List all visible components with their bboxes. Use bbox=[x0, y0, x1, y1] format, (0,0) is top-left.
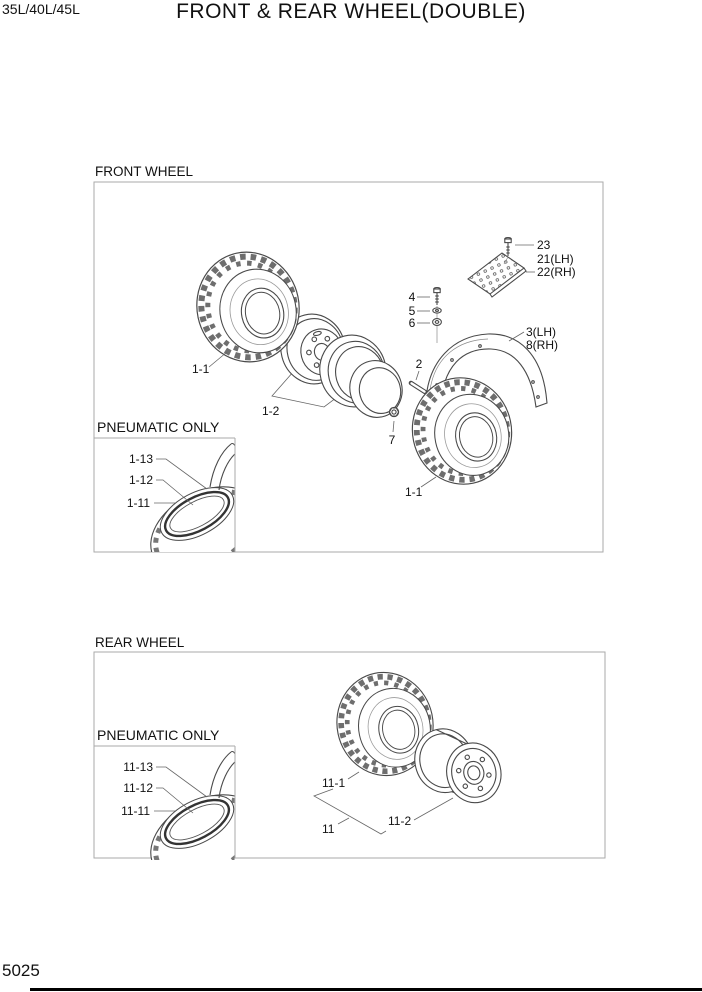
part-label-pneumatic-tube-rear: 11-13 bbox=[123, 760, 153, 774]
part-label-step-plate-lh: 21(LH) bbox=[537, 252, 574, 266]
rear-section-heading: REAR WHEEL bbox=[95, 635, 185, 650]
leader-nut bbox=[393, 421, 394, 432]
leader-tire-second bbox=[421, 477, 436, 487]
leader-rear-assy bbox=[338, 818, 349, 824]
leader-fender bbox=[509, 332, 524, 341]
part-label-rear-rim: 11-2 bbox=[388, 814, 412, 828]
part-label-plain-washer: 6 bbox=[408, 316, 416, 330]
part-label-pneumatic-flap-rear: 11-12 bbox=[123, 781, 153, 795]
leader-pin bbox=[416, 371, 419, 380]
front-cut-tire-drawing bbox=[136, 444, 274, 591]
rear-cut-tire-drawing bbox=[136, 752, 274, 899]
part-label-pneumatic-flap-front: 1-12 bbox=[128, 473, 153, 487]
part-label-pin: 2 bbox=[415, 357, 423, 371]
part-label-step-bolt: 23 bbox=[537, 238, 551, 252]
fender-bolt-washers-drawing bbox=[433, 288, 442, 343]
part-label-fender-lh: 3(LH) bbox=[526, 325, 557, 339]
part-label-tire-main: 1-1 bbox=[192, 362, 210, 376]
part-label-rear-assy: 11 bbox=[322, 822, 335, 836]
step-plate-drawing bbox=[468, 253, 526, 297]
leader-rear-tire bbox=[348, 772, 359, 779]
part-label-tire-second: 1-1 bbox=[405, 485, 423, 499]
leader-pneumatic-tube-front bbox=[156, 459, 207, 489]
part-label-pneumatic-tire-rear: 11-11 bbox=[121, 804, 150, 818]
part-label-fender-rh: 8(RH) bbox=[526, 338, 558, 352]
model-code: 35L/40L/45L bbox=[2, 1, 80, 17]
part-label-pneumatic-tube-front: 1-13 bbox=[128, 452, 153, 466]
part-label-pneumatic-tire-front: 1-11 bbox=[126, 496, 150, 510]
leader-tire-main bbox=[209, 352, 227, 367]
part-label-nut: 7 bbox=[388, 433, 396, 447]
rear-pneumatic-heading: PNEUMATIC ONLY bbox=[97, 727, 220, 743]
front-section-heading: FRONT WHEEL bbox=[95, 164, 194, 179]
pin-drawing bbox=[411, 383, 425, 392]
page-title: FRONT & REAR WHEEL(DOUBLE) bbox=[176, 0, 526, 23]
part-label-step-plate-rh: 22(RH) bbox=[537, 265, 576, 279]
nut-drawing bbox=[389, 407, 398, 416]
part-label-rear-tire: 11-1 bbox=[322, 776, 346, 790]
leader-pneumatic-tube-rear bbox=[156, 767, 207, 797]
part-label-rim-set: 1-2 bbox=[262, 404, 280, 418]
part-label-bolt: 4 bbox=[408, 290, 416, 304]
part-label-spring-washer: 5 bbox=[408, 304, 416, 318]
page-number: 5025 bbox=[2, 961, 40, 980]
leader-rear-rim bbox=[414, 798, 453, 820]
front-pneumatic-heading: PNEUMATIC ONLY bbox=[97, 419, 220, 435]
